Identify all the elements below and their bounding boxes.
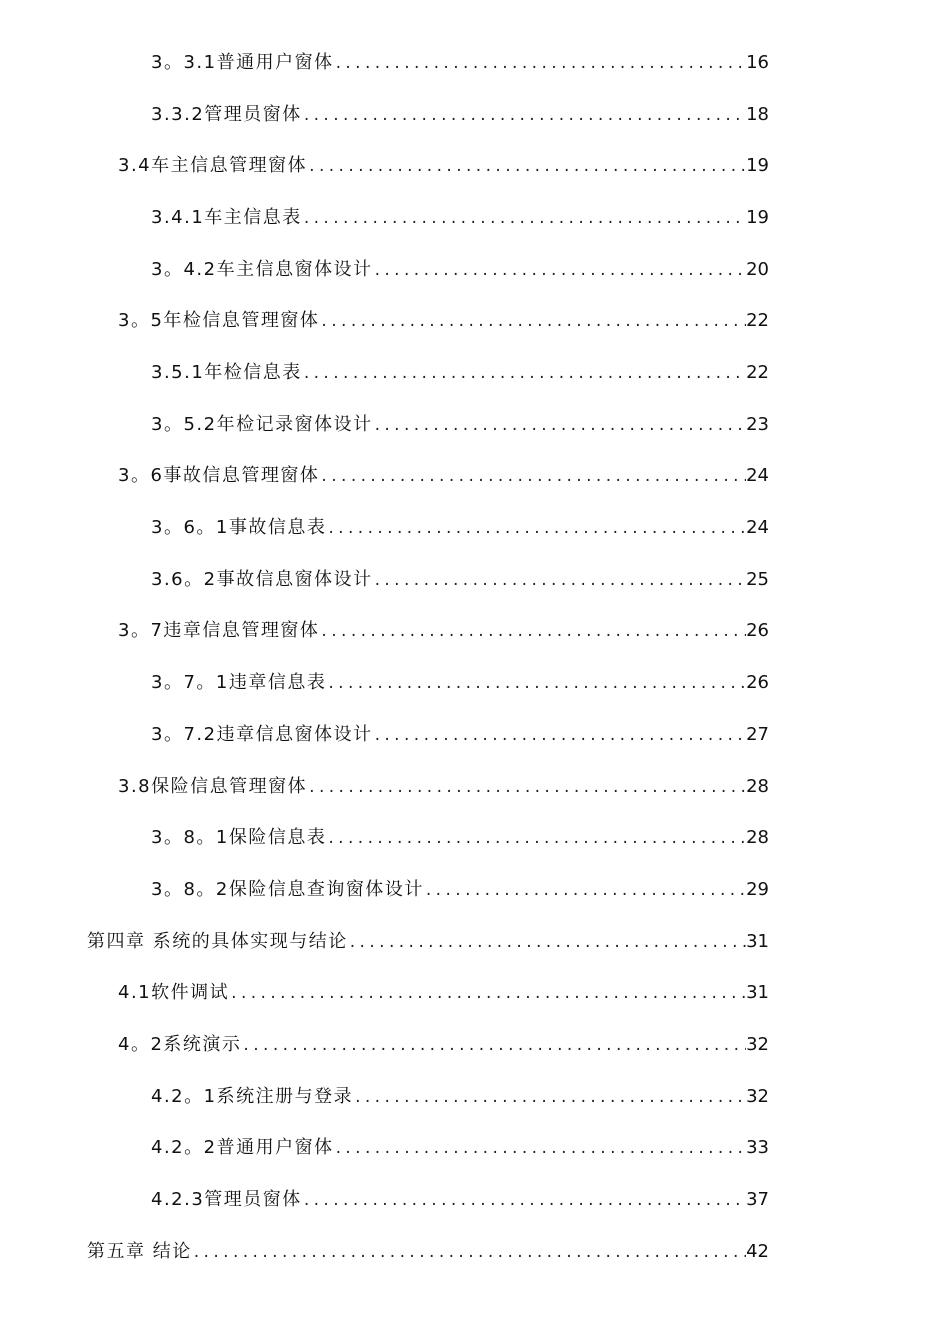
dot-leader bbox=[348, 927, 746, 957]
dot-leader bbox=[229, 978, 746, 1008]
toc-entry-title: 3.4车主信息管理窗体 bbox=[118, 155, 308, 176]
toc-entry-title: 第五章 结论 bbox=[87, 1241, 192, 1262]
toc-entry-page: 27 bbox=[746, 724, 769, 745]
toc-entry-title: 3.3.2管理员窗体 bbox=[151, 104, 302, 125]
toc-entry-3-5-1[interactable] bbox=[151, 358, 769, 388]
dot-leader bbox=[302, 203, 746, 233]
toc-entry-chapter-4[interactable] bbox=[87, 927, 769, 957]
toc-entry-page: 22 bbox=[746, 310, 769, 331]
dot-leader bbox=[373, 720, 747, 750]
toc-entry-page: 24 bbox=[746, 465, 769, 486]
toc-entry-page: 37 bbox=[746, 1189, 769, 1210]
toc-entry-3-7-1[interactable] bbox=[151, 668, 769, 698]
toc-entry-3-6-2[interactable] bbox=[151, 565, 769, 595]
toc-entry-page: 26 bbox=[746, 620, 769, 641]
toc-entry-3-8-2[interactable] bbox=[151, 875, 769, 905]
toc-entry-page: 23 bbox=[746, 414, 769, 435]
toc-entry-4-2-1[interactable] bbox=[151, 1082, 769, 1112]
toc-entry-3-4-2[interactable] bbox=[151, 255, 769, 285]
toc-entry-3-5-2[interactable] bbox=[151, 410, 769, 440]
toc-entry-title: 4.1软件调试 bbox=[118, 982, 230, 1003]
toc-entry-title: 3。3.1普通用户窗体 bbox=[151, 52, 334, 73]
toc-entry-3-3-2[interactable] bbox=[151, 100, 769, 130]
dot-leader bbox=[326, 668, 746, 698]
dot-leader bbox=[319, 306, 746, 336]
toc-entry-title: 第四章 系统的具体实现与结论 bbox=[87, 931, 348, 952]
dot-leader bbox=[424, 875, 746, 905]
toc-entry-page: 32 bbox=[746, 1086, 769, 1107]
toc-entry-page: 16 bbox=[746, 52, 769, 73]
toc-entry-page: 33 bbox=[746, 1137, 769, 1158]
dot-leader bbox=[319, 461, 746, 491]
toc-entry-3-8-1[interactable] bbox=[151, 823, 769, 853]
dot-leader bbox=[319, 616, 746, 646]
toc-entry-page: 32 bbox=[746, 1034, 769, 1055]
dot-leader bbox=[334, 1133, 747, 1163]
toc-entry-title: 4。2系统演示 bbox=[118, 1034, 242, 1055]
dot-leader bbox=[326, 513, 746, 543]
dot-leader bbox=[302, 1185, 746, 1215]
toc-entry-4-1[interactable] bbox=[118, 978, 769, 1008]
toc-entry-3-4-1[interactable] bbox=[151, 203, 769, 233]
toc-entry-title: 3。6事故信息管理窗体 bbox=[118, 465, 320, 486]
toc-entry-title: 3。8。2保险信息查询窗体设计 bbox=[151, 879, 424, 900]
toc-entry-title: 4.2。2普通用户窗体 bbox=[151, 1137, 334, 1158]
dot-leader bbox=[302, 358, 746, 388]
toc-entry-title: 3。7。1违章信息表 bbox=[151, 672, 327, 693]
toc-entry-3-3-1[interactable] bbox=[151, 48, 769, 78]
toc-entry-title: 3。7违章信息管理窗体 bbox=[118, 620, 320, 641]
toc-entry-page: 31 bbox=[746, 982, 769, 1003]
toc-entry-page: 19 bbox=[746, 207, 769, 228]
toc-entry-title: 3。5.2年检记录窗体设计 bbox=[151, 414, 373, 435]
toc-entry-title: 3.6。2事故信息窗体设计 bbox=[151, 569, 373, 590]
toc-entry-3-7-2[interactable] bbox=[151, 720, 769, 750]
toc-entry-3-7[interactable] bbox=[118, 616, 769, 646]
toc-entry-3-6-1[interactable] bbox=[151, 513, 769, 543]
dot-leader bbox=[353, 1082, 746, 1112]
dot-leader bbox=[241, 1030, 746, 1060]
toc-entry-page: 18 bbox=[746, 104, 769, 125]
toc-entry-3-4[interactable] bbox=[118, 151, 769, 181]
toc-entry-page: 28 bbox=[746, 776, 769, 797]
toc-entry-chapter-5[interactable] bbox=[87, 1237, 769, 1267]
dot-leader bbox=[373, 255, 747, 285]
dot-leader bbox=[307, 151, 746, 181]
toc-entry-page: 25 bbox=[746, 569, 769, 590]
toc-entry-title: 3。8。1保险信息表 bbox=[151, 827, 327, 848]
toc-entry-page: 19 bbox=[746, 155, 769, 176]
toc-entry-page: 29 bbox=[746, 879, 769, 900]
toc-entry-title: 3.5.1年检信息表 bbox=[151, 362, 302, 383]
toc-entry-title: 3。5年检信息管理窗体 bbox=[118, 310, 320, 331]
toc-entry-page: 28 bbox=[746, 827, 769, 848]
toc-entry-title: 3.8保险信息管理窗体 bbox=[118, 776, 308, 797]
dot-leader bbox=[373, 410, 747, 440]
toc-entry-4-2[interactable] bbox=[118, 1030, 769, 1060]
toc-entry-3-6[interactable] bbox=[118, 461, 769, 491]
toc-entry-page: 22 bbox=[746, 362, 769, 383]
toc-entry-page: 31 bbox=[746, 931, 769, 952]
toc-entry-page: 26 bbox=[746, 672, 769, 693]
toc-entry-3-5[interactable] bbox=[118, 306, 769, 336]
toc-entry-3-8[interactable] bbox=[118, 772, 769, 802]
toc-entry-4-2-3[interactable] bbox=[151, 1185, 769, 1215]
toc-entry-page: 20 bbox=[746, 259, 769, 280]
toc-entry-title: 3。7.2违章信息窗体设计 bbox=[151, 724, 373, 745]
toc-entry-page: 24 bbox=[746, 517, 769, 538]
toc-entry-title: 4.2.3管理员窗体 bbox=[151, 1189, 302, 1210]
toc-entry-title: 4.2。1系统注册与登录 bbox=[151, 1086, 354, 1107]
toc-entry-4-2-2[interactable] bbox=[151, 1133, 769, 1163]
dot-leader bbox=[326, 823, 746, 853]
toc-entry-title: 3。6。1事故信息表 bbox=[151, 517, 327, 538]
dot-leader bbox=[302, 100, 746, 130]
toc-entry-title: 3.4.1车主信息表 bbox=[151, 207, 302, 228]
toc-entry-page: 42 bbox=[746, 1241, 769, 1262]
dot-leader bbox=[334, 48, 747, 78]
toc-entry-title: 3。4.2车主信息窗体设计 bbox=[151, 259, 373, 280]
dot-leader bbox=[373, 565, 747, 595]
dot-leader bbox=[192, 1237, 746, 1267]
dot-leader bbox=[307, 772, 746, 802]
